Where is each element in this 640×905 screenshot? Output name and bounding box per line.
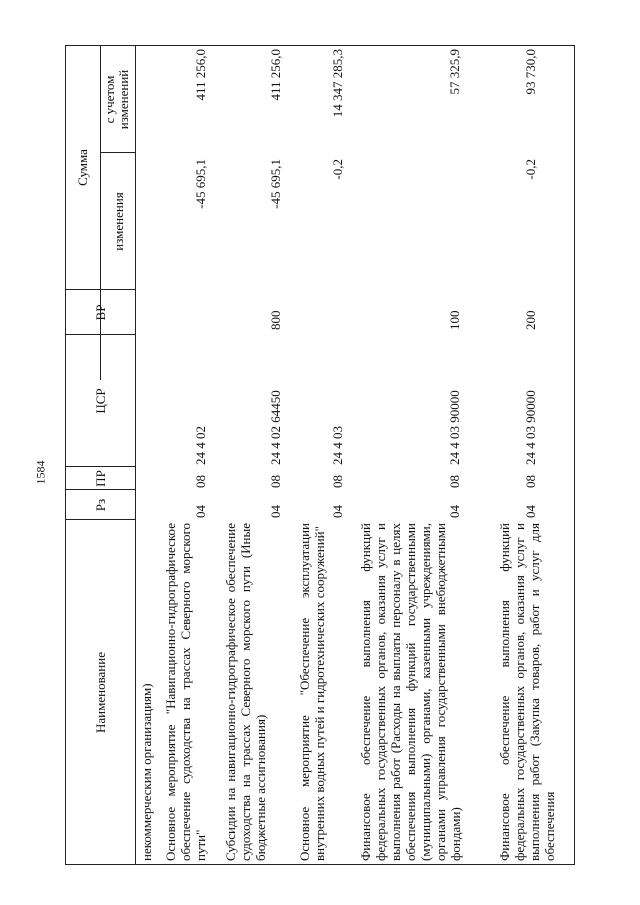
- row-5-rz: 04: [447, 505, 462, 518]
- header-change: изменения: [111, 192, 126, 251]
- row-2-change: -45 695,1: [193, 159, 208, 209]
- row-2-pr: 08: [193, 475, 208, 488]
- row-4-pr: 08: [330, 475, 345, 488]
- row-2-rz: 04: [193, 505, 208, 518]
- row-4-rz: 04: [330, 505, 345, 518]
- row-5-name: Финансовое обеспечение выполнения функций федеральных государственных органов, оказания услуг и выполнения работ (Расходы на выплаты персоналу в целях обеспечения выполнения функций государственными (муниципальными) органами, казенными учреждениями, органами управления государственными внебюджетными фондами): [358, 523, 463, 861]
- header-bottom-line: [135, 45, 136, 865]
- row-4-change: -0,2: [330, 159, 345, 180]
- page-number: 1584: [33, 460, 48, 485]
- row-3-vr: 800: [268, 310, 283, 330]
- table-right-border: [65, 45, 575, 46]
- header-vr: ВР: [93, 304, 108, 321]
- row-6-rz: 04: [523, 505, 538, 518]
- row-5-pr: 08: [447, 475, 462, 488]
- row-6-csr: 24 4 03 90000: [523, 390, 538, 465]
- header-csr: ЦСР: [93, 388, 108, 414]
- row-4-csr: 24 4 03: [330, 426, 345, 465]
- row-6-pr: 08: [523, 475, 538, 488]
- row-6-vr: 200: [523, 310, 538, 330]
- budget-table: [65, 45, 575, 865]
- row-3-name: Субсидии на навигационно-гидрографическое обеспечение судоходства на трассах Северного морского пути (Иные бюджетные ассигнования): [223, 523, 268, 861]
- row-2-name: Основное мероприятие "Навигационно-гидрографическое обеспечение судоходства на трассах Северного морского пути": [163, 523, 208, 861]
- header-with-change: с учетом изменений: [102, 69, 131, 130]
- row-5-total: 57 325,9: [447, 49, 462, 95]
- header-name: Наименование: [93, 652, 108, 733]
- row-4-total: 14 347 285,3: [330, 49, 345, 118]
- row-3-pr: 08: [268, 475, 283, 488]
- row-2-total: 411 256,0: [193, 49, 208, 101]
- header-pr: ПР: [93, 470, 108, 487]
- row-3-csr: 24 4 02 64450: [268, 390, 283, 465]
- row-5-vr: 100: [447, 310, 462, 330]
- row-3-rz: 04: [268, 505, 283, 518]
- table-bottom-border: [574, 45, 575, 865]
- row-3-total: 411 256,0: [268, 49, 283, 101]
- row-6-change: -0,2: [523, 159, 538, 180]
- row-3-change: -45 695,1: [268, 159, 283, 209]
- table-top-border: [65, 45, 66, 865]
- row-5-csr: 24 4 03 90000: [447, 390, 462, 465]
- header-rz: Рз: [93, 498, 108, 512]
- row-2-csr: 24 4 02: [193, 426, 208, 465]
- header-sum: Сумма: [75, 149, 90, 186]
- row-1-name: некоммерческим организациям): [139, 683, 154, 861]
- row-4-name: Основное мероприятие "Обеспечение эксплуатации внутренних водных путей и гидротехнических сооружений": [297, 523, 327, 861]
- row-6-name: Финансовое обеспечение выполнения функций федеральных государственных органов, оказания услуг и выполнения работ (Закупка товаров, работ и услуг для обеспечения: [497, 523, 557, 861]
- table-left-border: [65, 864, 575, 865]
- row-6-total: 93 730,0: [523, 49, 538, 95]
